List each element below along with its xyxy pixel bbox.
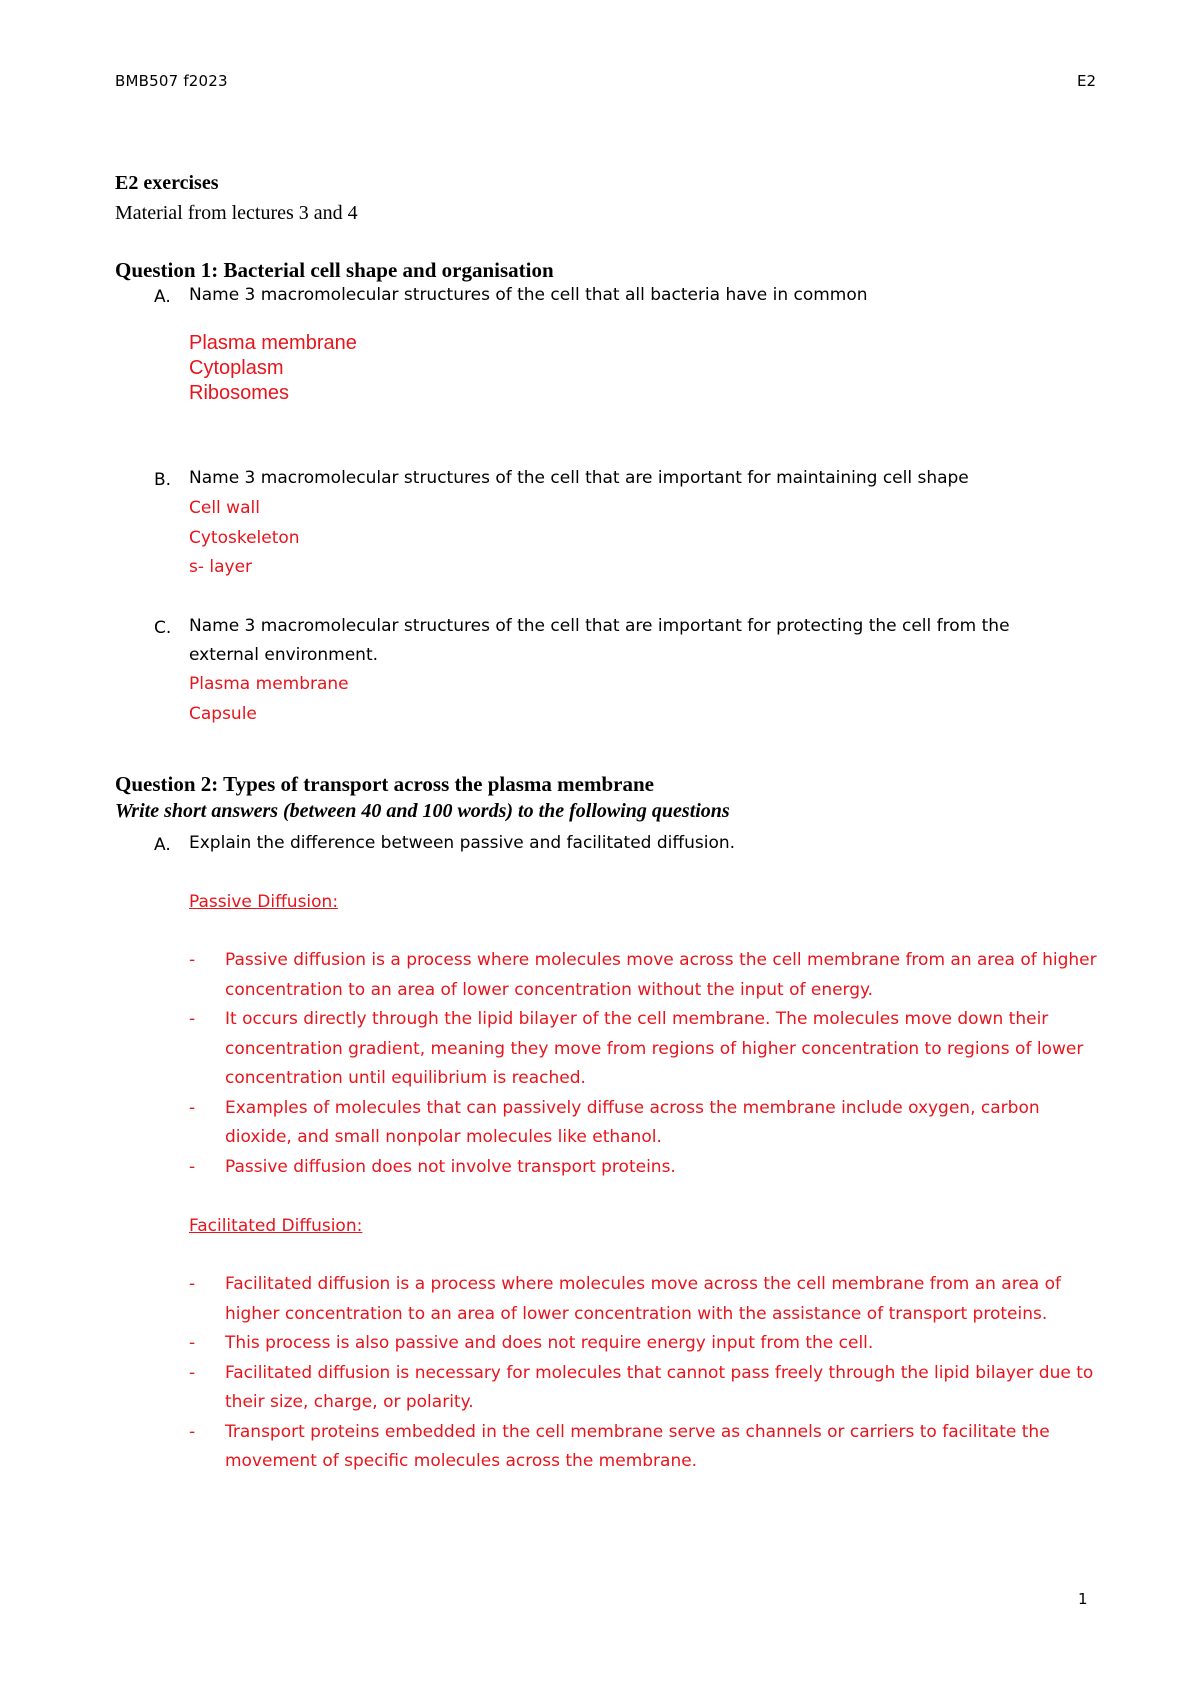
q1-c-answers [189,670,349,729]
header-code: E2 [1077,72,1097,90]
list-item [189,1094,1109,1153]
question2-heading: Question 2: Types of transport across the plasma membrane [115,772,654,796]
document-title: E2 exercises [115,172,219,194]
q1-c-answer-1: Plasma membrane [189,674,349,694]
bullet-dash: - [189,1097,196,1118]
q1-c-text-line-1: Name 3 macromolecular structures of the cell that are important for protecting the cell from the [189,616,1010,636]
q1-b-text: Name 3 macromolecular structures of the cell that are important for maintaining cell shape [189,468,969,488]
page-number: 1 [1078,1590,1088,1608]
header-course: BMB507 f2023 [115,72,228,90]
list-item [189,946,1109,1005]
list-item [189,1005,1109,1094]
question1-heading: Question 1: Bacterial cell shape and organisation [115,258,554,282]
facilitated-diffusion-list [189,1270,1109,1477]
facilitated-bullet-1: Facilitated diffusion is a process where molecules move across the cell membrane from an area of higher concentration to an area of lower concentration with the assistance of transport proteins. [225,1274,1061,1324]
passive-diffusion-list [189,946,1109,1182]
passive-bullet-3: Examples of molecules that can passively diffuse across the membrane include oxygen, carbon dioxide, and small nonpolar molecules like ethanol. [225,1097,1040,1147]
passive-bullet-1: Passive diffusion is a process where molecules move across the cell membrane from an area of higher concentration to an area of lower concentration without the input of energy. [225,950,1097,1000]
list-item [189,1270,1109,1329]
bullet-dash: - [189,1421,196,1442]
q1-a-answer-3: Ribosomes [189,382,290,404]
q1-a-answer-1: Plasma membrane [189,332,357,354]
q1-b-answer-1: Cell wall [189,498,260,518]
q1-a-answers [189,331,357,406]
q1-a-text: Name 3 macromolecular structures of the cell that all bacteria have in common [189,285,868,305]
bullet-dash: - [189,1009,196,1029]
facilitated-bullet-2: This process is also passive and does not require energy input from the cell. [225,1333,874,1353]
facilitated-diffusion-heading: Facilitated Diffusion: [189,1216,363,1236]
list-item [189,1153,1109,1183]
facilitated-bullet-3: Facilitated diffusion is necessary for molecules that cannot pass freely through the lipid bilayer due to their size, charge, or polarity. [225,1362,1094,1412]
bullet-dash: - [189,950,196,970]
q2-a-marker: A. [154,835,171,855]
q1-c-text-line-2: external environment. [189,645,379,665]
q1-a-marker: A. [154,287,171,307]
list-item [189,1359,1109,1418]
q1-c-text [189,612,1010,670]
list-item [189,1329,1109,1359]
q1-b-answers [189,494,300,583]
bullet-dash: - [189,1274,196,1294]
question2-instruction: Write short answers (between 40 and 100 words) to the following questions [115,800,730,822]
q1-a-answer-2: Cytoplasm [189,357,284,379]
bullet-dash: - [189,1333,196,1353]
q2-a-text: Explain the difference between passive and facilitated diffusion. [189,833,736,853]
q1-b-answer-2: Cytoskeleton [189,527,300,548]
q1-c-marker: C. [154,618,172,638]
facilitated-bullet-4: Transport proteins embedded in the cell membrane serve as channels or carriers to facilitate the movement of specific molecules across the membrane. [225,1421,1050,1471]
passive-diffusion-heading: Passive Diffusion: [189,892,339,912]
bullet-dash: - [189,1362,196,1383]
q1-b-answer-3: s- layer [189,557,253,577]
q1-c-answer-2: Capsule [189,703,257,724]
list-item [189,1418,1109,1477]
document-subtitle: Material from lectures 3 and 4 [115,202,358,224]
q1-b-marker: B. [154,470,172,490]
passive-bullet-2: It occurs directly through the lipid bilayer of the cell membrane. The molecules move down their concentration gradient, meaning they move from regions of higher concentration to regions of lower concentration until equilibrium is reached. [225,1009,1084,1088]
passive-bullet-4: Passive diffusion does not involve transport proteins. [225,1156,676,1177]
bullet-dash: - [189,1156,196,1177]
